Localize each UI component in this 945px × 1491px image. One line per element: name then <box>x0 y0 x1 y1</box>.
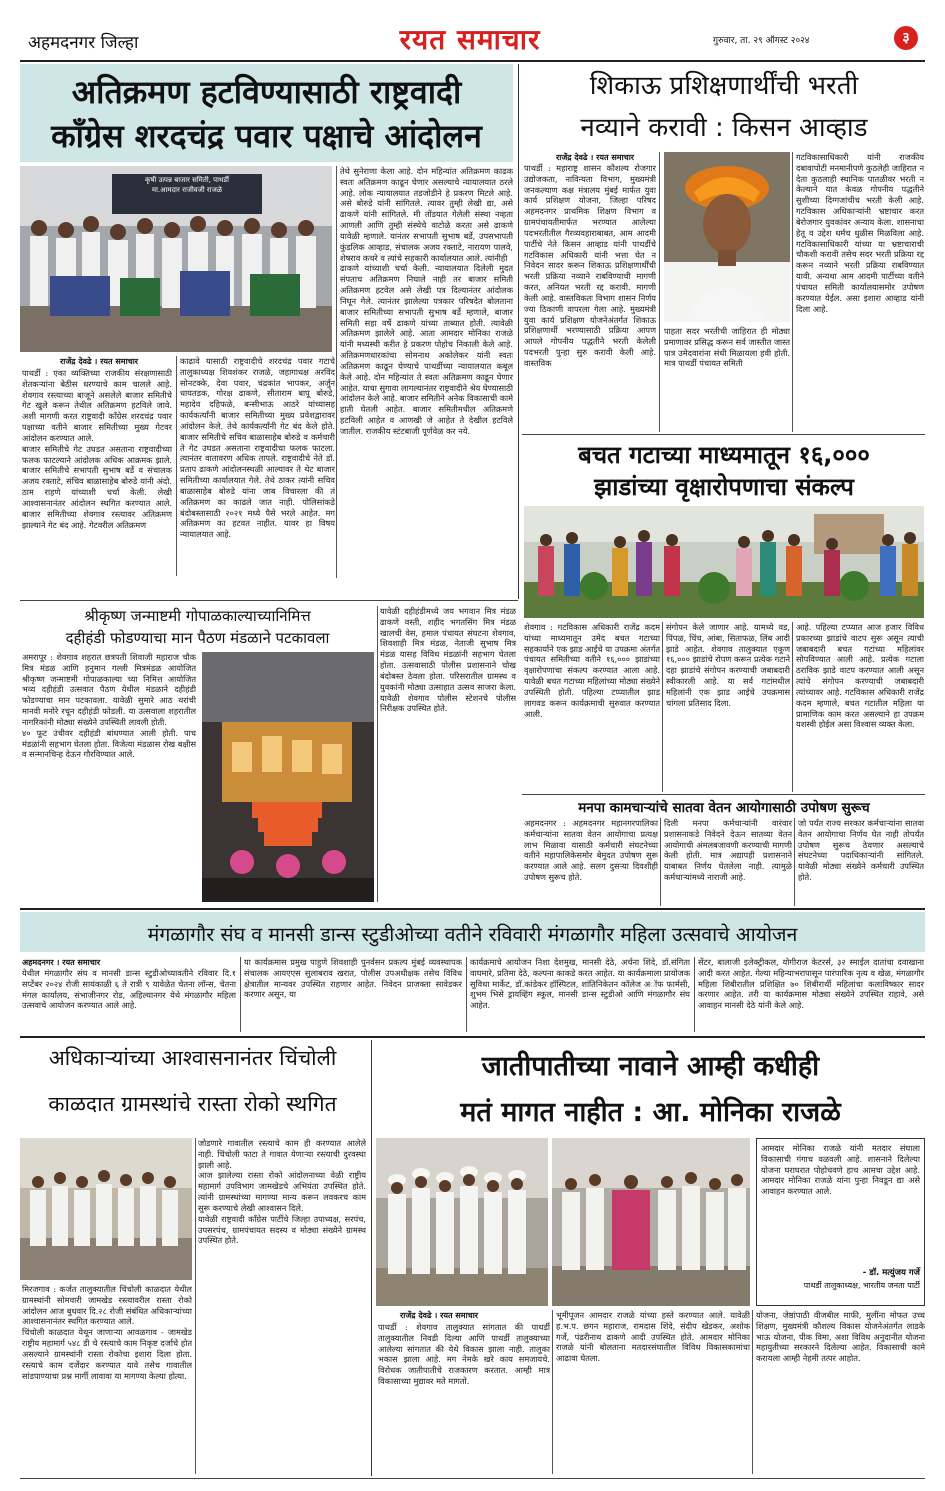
main-divider <box>371 1040 372 1476</box>
story1-banner-line1: कृषी उत्पन्न बाजार समिती, पाथर्डी <box>145 176 229 184</box>
story3-headline-line1: बचत गटाच्या माध्यमातून १६,००० <box>578 441 870 469</box>
col-divider <box>752 1310 753 1474</box>
story2-byline: राजेंद्र देवढे । रयत समाचार <box>556 153 635 162</box>
story5-photo <box>202 652 374 902</box>
story6-headline-box <box>20 912 925 952</box>
story4-headline: मनपा कामचाऱ्यांचे सातवा वेतन आयोगासाठी उपोषण सुरूच <box>578 800 870 816</box>
story7-headline-line1: अधिकाऱ्यांच्या आश्वासनानंतर चिंचोली <box>48 1046 337 1070</box>
story5-top-rule <box>20 600 518 601</box>
story7-photo <box>20 1138 192 1280</box>
story7-col2: जोडणारे गावातील रस्त्याचे काम ही करण्यात आलेले नाही. चिंचोली फाटा ते गावात येणाऱ्या रस्त्याची दुरवस्था झाली आहे. आज झालेल्या रास्ता रोको आंदोलनाच्या वेळी राष्ट्रीय महामार्ग उपविभाग जामखेडचे अभियंता उपस्थित होते. त्यांनी ग्रामस्थांच्या मागण्या मान्य करून लवकरच काम सुरू करण्याचे लेखी आश्वासन दिले. यावेळी राष्ट्रवादी काँग्रेस पार्टीचे जिल्हा उपाध्यक्ष, सरपंच, उपसरपंच, ग्रामपंचायत सदस्य व मोठ्या संख्येने ग्रामस्थ उपस्थित होते. <box>198 1138 366 1246</box>
story6-col4: सेंटर, बालाजी इलेक्ट्रीकल, योगीराज केटरर्स, ३२ स्माईल दातांचा दवाखाना आदी करत आहेत. गेल्या महिन्याभरापासून पारंपारिक नृत्य व खेळ, मंगळागौर महिला शिबीरातील प्रशिक्षित ७० शिबीरार्थी महिलांचा कलाविष्कार सादर करणार आहेत. तरी या कार्यक्रमास मोठ्या संख्येने उपस्थित राहावे, असे आवाहन मानसी देठे यांनी केले आहे. <box>698 957 924 1011</box>
col-divider <box>336 166 337 578</box>
story8-byline: राजेंद्र देवढे । रयत समाचार <box>400 1311 479 1320</box>
story4-col3: जो पर्यंत राज्य सरकार कर्मचाऱ्यांना सातवा वेतन आयोगाचा निर्णय घेत नाही तोपर्यंत उपोषण सुरूच ठेवणार असल्याचे संघटनेच्या पदाधिकाऱ्यांनी सांगितले. यावेळी मोठ्या संख्येने कर्मचारी उपस्थित होते. <box>798 818 924 883</box>
story8-photo-right <box>552 1138 750 1306</box>
story3-col2: संगोपन केले जाणार आहे. यामध्ये वड, पिंपळ, चिंच, आंबा, सिताफळ, लिंब आदी झाडे आहेत. शेवगाव तालुक्यात एकूण १६,००० झाडांचे रोपण करून प्रत्येक गटाने दहा झाडांचे संगोपन करण्याची जबाबदारी स्वीकारली आहे. या सर्व गटांमधील महिलांनी एक झाड आईचे उपक्रमास चांगला प्रतिसाद दिला. <box>666 622 790 708</box>
story1-byline: राजेंद्र देवढे । रयत समाचार <box>60 357 139 366</box>
story1-banner-line2: मा.आमदार राजीवजी राजळे <box>151 185 223 194</box>
story1-col3: तेथे सुनेराणा केला आहे. दोन महिन्यांत अतिक्रमण काढक स्वतः अतिक्रमण काढून घेणार असल्याचे न्यायालयात ठरले आहे. लोक न्यायालयात तडजोडीने हे प्रकरण मिटले आहे. असे बोरुडे यांनी सांगितले. त्यावर तुम्ही लेखी द्या, असे ढाकणे यांनी सांगितले. मी तोंडयात गेलेली संस्था नव्हता आणली आणि तुम्ही संस्थेचे वाटोळे करता असे ढाकणे यावेळी म्हणाले. यानंतर सभापती सुभाष बर्डे, उपसभापती कुंडलिक आव्हाड, संचालक अजय रक्ताटे, नारायण पालवे, शेषराव कचरे व त्यांचे सहकारी कार्यालयात आले. त्यांनीही ढाकणे यांच्याशी चर्चा केली. न्यायालयात दिलेली मुदत संपताच अतिक्रमण निघाले नाही तर बाजार समिती अतिक्रमण हटवेल असे लेखी पत्र दिल्यानंतर आंदोलक निघून गेले. त्यानंतर झालेल्या पत्रकार परिषदेत बोलताना बाजार समितीच्या सभापती सुभाष बर्डे म्हणाले, बाजार समिती सहा वर्षे ढाकणे यांच्या ताब्यात होती. त्यावेळी अतिक्रमण झालेले आहे. आता आमदार मोनिका राजळे यांनी मध्यस्थी करीत हे प्रकरण पोहोच निकाली केले आहे. अतिक्रमणधारकांचा सोमनाथ अकोलेकर यांनी स्वतः अतिक्रमण काढून घेण्याचे पाथर्डीच्या न्यायालयात कबूल केले आहे. दोन महिन्यांत ते स्वतः अतिक्रमण काढून घेणार आहेत. याचा सुगावा लागल्यानंतर राष्ट्रवादीने श्रेय घेण्यासाठी आंदोलन केले आहे. बाजार समितीने अनेक विकासाची कामे हाती घेतली आहेत. बाजार समितीमधील अतिक्रमणे हटविली आहेत व आणखी जे आहेत ते देखील हटविले जातील. राजकीय स्टंटबाजी पूर्णवेळ कर नये. <box>340 166 513 436</box>
story5-headline-line1: श्रीकृष्ण जन्माष्टमी गोपाळकाल्याच्यानिमित्त <box>84 607 311 625</box>
story1-col1: पाथर्डी : एका व्यक्तिच्या राजकीय संरक्षणासाठी शेतकऱ्यांना बेठीस धरण्याचे काम चालले आहे. शेवगाव रस्त्याच्या बाजूने असलेले बाजार समितीचे गेट खुले करून तेथील अतिक्रमण हटविले जावे. अशी मागणी करत राष्ट्रवादी काँग्रेस शरदचंद्र पवार पक्षाच्या वतीने बाजार समितीच्या मुख्य गेटवर आंदोलन करण्यात आले. बाजार समितीचे गेट उघडत असताना राष्ट्रवादीच्या फलक फाटल्याने आंदोलक अधिक आक्रमक झाले. बाजार समितीचे सभापती सुभाष बर्डे व संचालक अजय रक्ताटे, संचिव बाळासाहेब बोरुडे यांनी अंदो. ठाम राहणे यांच्याशी चर्चा केली. लेखी आश्वासनानंतर आंदोलन स्थगित करण्यात आले. बाजार समितीच्या शेवगाव रस्त्यावर अतिक्रमण झाल्याने गेट बंद आहे. गेटवरील अतिक्रमण <box>22 368 172 530</box>
story6-top-rule <box>20 908 925 910</box>
page-number: ३ <box>902 30 910 46</box>
story8-quote-role: पाथर्डी तालुकाध्यक्ष, भारतीय जनता पार्टी <box>803 1281 920 1290</box>
col-divider <box>694 957 695 1032</box>
story2-headline-line2: नव्याने करावी : किसन आव्हाड <box>580 113 868 143</box>
col-divider <box>377 606 378 902</box>
col-divider <box>794 818 795 906</box>
story4-col1: अहमदनगर : अहमदनगर महानगरपालिका कर्मचाऱ्यांना सातवा वेतन आयोगाचा प्रत्यक्ष लाभ मिळावा यासाठी कर्मचारी संघटनेच्या वतीने महापालिकेसमोर बेमुदत उपोषण सुरू करण्यात आले आहे. सलग दुसऱ्या दिवशीही उपोषण सुरूच होते. <box>524 818 658 883</box>
story2-headline-line1: शिकाऊ प्रशिक्षणार्थींची भरती <box>589 71 859 101</box>
col-divider <box>792 152 793 432</box>
story3-col1: शेवगाव : गटविकास अधिकारी राजेंद्र कदम यांच्या माध्यमातून उमेद बचत गटाच्या सहकार्याने एक झाड आईचे या उपक्रमा अंतर्गत पंचायत समितीच्या वतीने १६,००० झाडांच्या वृक्षारोपणाचा संकल्प करण्यात आला आहे. यावेळी बचत गटाच्या महिलांच्या मोठ्या संख्येने उपस्थिती होती. पहिल्या टप्प्यातील झाड लागवड करून कार्यक्रमाची सुरुवात करण्यात आली. <box>524 622 660 719</box>
col-divider <box>659 152 660 432</box>
story2-rule <box>522 434 925 435</box>
issue-date: गुरुवार, ता. २९ ऑगस्ट २०२४ <box>713 36 810 46</box>
paper-name: रयत समाचार <box>399 23 541 56</box>
story6-byline: अहमदनगर । रयत समाचार <box>22 958 101 967</box>
story1-headline-box <box>20 64 513 162</box>
main-divider <box>518 64 519 599</box>
story6-col3: कार्यक्रमाचे आयोजन निशा देशमुख, मानसी देठे, अर्चना शिंदे, डॉ.संगिता वाघमारे, प्रतिमा देठे, कल्पना काकडे करत आहेत. या कार्यक्रमाला प्रायोजक सुविधा मार्केट, डॉ.कांडेकर हॉस्पिटल, शांतिनिकेतन कॉलेज अॉफ फार्मसी, शुभम भिसे ड्रायव्हिंग स्कूल, मानसी डान्स स्टुडीओ आणि मंगळागौर संघ आहेत. <box>470 957 690 1011</box>
col-divider <box>176 356 177 576</box>
page-number-badge <box>894 26 918 50</box>
district-name: अहमदनगर जिल्हा <box>28 33 139 53</box>
story2-col2: गटविकासाधिकारी यांनी राजकीय दबावापोटी मनमानीपणे कुठलेही जाहिरात न देता कुठलाही स्थानिक पातळीवर भरती न केल्याने यात केवळ गोपनीय पद्धतीने सुशीच्या दिग्गजांचीच भरती केली आहे. गटविकास अधिकाऱ्यांनी भ्रष्टाचार करत बेरोजगार युवकांवर अन्याय केला. शासनाचा हेतू व उद्देश धर्मच धुळीस मिळविला आहे. गटविकासाधिकारी यांच्या या भ्रष्टाचाराची चौकशी करावी तसेच सदर भरती प्रक्रिया रद्द करून नव्याने भरती प्रक्रिया राबविण्यात यावी. अन्यथा आम आदमी पार्टीच्या वतीने पंचायत समिती कार्यालयासमोर उपोषण करण्यात येईल. असा इशारा आव्हाड यांनी दिला आहे. <box>796 152 924 314</box>
col-divider <box>466 957 467 1032</box>
col-divider <box>660 818 661 906</box>
story6-headline: मंगळागौर संघ व मानसी डान्स स्टुडीओच्या वतीने रविवारी मंगळागौर महिला उत्सवाचे आयोजन <box>147 923 798 946</box>
story5-col1: अमरापूर : शेवगाव शहरात छत्रपती शिवाजी महाराज चौक मित्र मंडळ आणि हनुमान गल्ली मित्रमंडळ आयोजित श्रीकृष्ण जन्माष्टमी गोपाळकाल्या च्या निमित्त आयोजित भव्य दहीहंडी उत्सवात पैठण येथील मंडळाने दहीहंडी फोडण्याचा मान पटकावला. यावेळी सुमारे आठ थरांची मानवी मनोरे रचून दहीहंडी फोडली. या उत्सवाला शहरातील नागरिकांनी मोठ्या संख्येने उपस्थिती लावली होती. ४० फूट उंचीवर दहीहंडी बांधण्यात आली होती. पाच मंडळांनी सहभाग घेतला होता. विजेत्या मंडळास रोख बक्षीस व सन्मानचिन्ह देऊन गौरविण्यात आले. <box>22 652 196 760</box>
story5-headline-line2: दहीहंडी फोडण्याचा मान पैठण मंडळाने पटकावला <box>65 629 330 647</box>
story8-col3: योजना, जेष्ठांपाठी वीजबील माफी, मुलींना मोफत उच्च शिक्षण, मुख्यमंत्री कौशल्य विकास योजनेअंतर्गत लाडके भाऊ योजना, पीक विमा, अशा विविध अनुदानीत योजना महायुतीच्या सरकारने दिलेल्या आहेत. विकासाची कामे करायला आम्ही नेहमी तत्पर आहोत. <box>756 1310 925 1364</box>
story1-col2: काढावे यासाठी राष्ट्रवादीचे शरदचंद्र पवार गटाचे तालुकाध्यक्ष शिवशंकर राजळे, जहागाधक्ष अरविंद सोनटक्के, देवा पवार, चंद्रकांत भापकर, अर्जुन धायतडक, गोरक्ष ढाकणे, सीताराम बापू बोरुडे, महादेव दहिफळे, बन्सीभाऊ आठरे यांच्यासह कार्यकर्त्यांनी बाजार समितीच्या मुख्य प्रवेशद्वारावर आंदोलन केले. तेथे कार्यकर्त्यांनी गेट बंद केले होते. बाजार समितीचे सचिव बाळासाहेब बोरुडे व कर्मचारी ते गेट उघडत असताना राष्ट्रवादीचा फलक फाटला. त्यानंतर वातावरण अधिक तापले. राष्ट्रवादीचे नेते डॉ. प्रताप ढाकणे आंदोलनस्थळी आल्यावर ते थेट बाजार समितीच्या कार्यालयात गेले. तेथे ठाकर त्यांनी सचिव बाळासाहेब बोरुडे यांना जाब विचारला की तं अतिक्रमण का काढले जात नाही. पोलिसांकडे बंदोबस्तासाठी २०२१ मध्ये पैसे भरले आहेत. मग अतिक्रमण का हटवत नाहीत. यावर हा विषय न्यायालयात आहे. <box>180 356 335 540</box>
col-divider <box>552 1310 553 1474</box>
col-divider <box>662 622 663 792</box>
story1-photo-banner <box>112 176 262 196</box>
story6-bottom-rule <box>20 1036 925 1038</box>
story2-col1: पाथर्डी : महाराष्ट्र शासन कौशल्य रोजगार उद्योजकता, नाविन्यता विभाग, मुख्यमंत्री जनकल्याण कक्ष मंत्रालय मुंबई मार्फत युवा कार्य प्रशिक्षण योजना, जिल्हा परिषद अहमदनगर प्राथमिक शिक्षण विभाग व ग्रामपंचायतीमार्फत भरण्यात आलेल्या पदभरतीतील गैरव्यवहाराबाबत, आम आदमी पार्टीचे नेते किसन आव्हाड यांनी पाथर्डीचे गटविकास अधिकारी यांनी भत्ता घेत न निवेदन सादर करून शिकाऊ प्रशिक्षणार्थींची भरती प्रक्रिया नव्याने राबविण्याची मागणी करत, अनियत भरती रद्द करावी. मागणी केली आहे. वास्तविकतः विभाग शासन निर्णय ज्या ठिकाणी वापरला गेला आहे. मुख्यमंत्री युवा कार्य प्रशिक्षण योजनेअंतर्गत शिकाऊ प्रशिक्षणार्थी भरण्यासाठी प्रक्रिया आपण आपले गोपनीय पद्धतीने भरती केलेली पदभरती पुन्हा सुरु करावी केली आहे. वास्तविक <box>524 163 656 368</box>
story3-photo <box>524 506 924 618</box>
page-bottom-rule <box>20 1478 925 1479</box>
story6-col1: येथील मंगळागौर संघ व मानसी डान्स स्टुडीओच्यावतीने रविवार दि.१ सप्टेंबर २०२४ रोजी सायंकाळी ६ ते रात्री ९ यावेळेत चेतना लॉन्स, चेतना मंगल कार्यालय, संभाजीनगर रोड, अहिल्यानगर येथे मंगळागौर महिला उत्सवाचे आयोजन करण्यात आले आहे. <box>22 968 236 1011</box>
col-divider <box>792 622 793 792</box>
story7-headline-line2: काळदात ग्रामस्थांचे रास्ता रोको स्थगित <box>48 1092 337 1116</box>
story6-col2: या कार्यक्रमास प्रमुख पाहुणे शिवशाही पुनर्वसन प्रकल्प मुंबई व्यवस्थापक संचालक आयएएस सुलाबराव खरात, पोलीस उपअधीक्षक तसेच विविध क्षेत्रातील मान्यवर उपस्थित राहणार आहेत. निवेदन प्राजक्ता सावेडकर करणार असून, या <box>244 957 462 1000</box>
masthead-rule <box>20 60 925 62</box>
col-divider <box>195 1138 196 1474</box>
story8-quote-text: आमदार मोनिका राजळे यांनी मतदार संघाला विकासाची गंगाच वळवली आहे. शासनाने दिलेल्या योजना घराघरात पोहोचवणे हाच आमचा उद्देश आहे. आमदार मोनिका राजळे यांना पुन्हा निवडून द्या असे आवाहन करण्यात आले. <box>761 1143 920 1197</box>
story2-caption: पाहता सदर भरतीची जाहिरात ही मोठ्या प्रमाणावर प्रसिद्ध करून सर्व जास्तीत जास्त पात्र उमेदवारांना संधी मिळायला हवी होती. मात्र पाथर्डी पंचायत समिती <box>664 326 790 369</box>
story3-headline-line2: झाडांच्या वृक्षारोपणाचा संकल्प <box>594 473 854 501</box>
story1-photo <box>20 166 332 352</box>
story3-col3: आहे. पहिल्या टप्प्यात आज हजार विविध प्रकारच्या झाडांचे वाटप सुरू असून त्याची जबाबदारी बचत गटांच्या महिलांवर सोपविण्यात आली आहे. प्रत्येक गटाला ठराविक झाडे वाटप करण्यात आली असून त्यांचे संगोपन करण्याची जबाबदारी त्यांच्यावर आहे. गटविकास अधिकारी राजेंद्र कदम म्हणाले, बचत गटातील महिला या प्रामाणिक काम करत असल्याने हा उपक्रम यशस्वी होईल असा विश्वास व्यक्त केला. <box>796 622 924 730</box>
story5-col2: यावेळी दहीहंडीमध्ये जय भगवान मित्र मंडळ ढाकणे वस्ती, शहीद भगतसिंग मित्र मंडळ खालची वेस, हमाल पंचायत संघटना शेवगाव, शिवशाही मित्र मंडळ, नेताजी सुभाष मित्र मंडळ यासह विविध मंडळांनी सहभाग घेतला होता. उत्सवासाठी पोलीस प्रशासनाने चोख बंदोबस्त ठेवला होता. परिसरातील ग्रामस्थ व युवकांनी मोठ्या उत्साहात उत्सव साजरा केला. यावेळी शेवगाव पोलीस स्टेशनचे पोलीस निरीक्षक उपस्थित होते. <box>380 606 516 714</box>
story1-headline-line1: अतिक्रमण हटविण्यासाठी राष्ट्रवादी <box>71 73 462 111</box>
story8-headline-line1: जातीपातीच्या नावाने आम्ही कधीही <box>481 1051 820 1082</box>
story3-rule <box>522 794 925 795</box>
story8-photo-left <box>376 1138 548 1306</box>
masthead <box>20 18 925 60</box>
story1-headline-line2: काँग्रेस शरदचंद्र पवार पक्षाचे आंदोलन <box>51 117 482 155</box>
masthead-logo <box>360 20 580 58</box>
story7-col1: मिरजगाव : कर्जत तालुक्यातील चिंचोली काळदात येथील ग्रामस्थांनी सोमवारी जामखेड रस्त्यावरील रास्ता रोको आंदोलन आज बुधवार दि.२८ रोजी संबंधित अधिकाऱ्यांच्या आश्वासनानंतर स्थगित करण्यात आले. चिंचोली काळदात येथून जाणाऱ्या आवळगाव - जामखेड राष्ट्रीय महामार्ग ५४८ डी चे रस्त्याचे काम निकृष्ट दर्जाचे होत असल्याने ग्रामस्थांनी रास्ता रोकोचा इशारा दिला होता. रस्त्याचे काम दर्जेदार करण्यात यावे तसेच गावातील सांडपाण्याचा प्रश्न मार्गी लावावा या मागण्या केल्या होत्या. <box>22 1284 192 1381</box>
story8-headline-line2: मतं मागत नाहीत : आ. मोनिका राजळे <box>460 1097 841 1128</box>
story8-quote-box <box>756 1138 925 1306</box>
story4-col2: दिली मनपा कर्मचाऱ्यांनी वारंवार प्रशासनाकडे निवेदने देऊन सातव्या वेतन आयोगाची अंमलबजावणी करण्याची मागणी केली होती. मात्र अद्यापही प्रशासनाने याबाबत निर्णय घेतलेला नाही. त्यामुळे कर्मचाऱ्यांमध्ये नाराजी आहे. <box>664 818 792 883</box>
col-divider <box>240 957 241 1032</box>
story2-portrait <box>664 152 790 322</box>
story8-quote-attribution: - डॉ. मत्युंजय गर्जे <box>862 1268 920 1278</box>
story8-col1: पाथर्डी : शेवगाव तालुक्यात सांगतात की पाथर्डी तालुक्यातील निवडी दिल्या आणि पाथर्डी तालुक्याच्या आलेल्या सांगतात की येथे विकास झाला नाही. तालुका भकास झाला आहे. मग नेमके खरे काय समजायचे. विरोधक जातीपातीचे राजकारण करतात. आम्ही मात्र विकासाच्या मुद्यावर मते मागतो. <box>378 1322 550 1387</box>
story8-col2: भूमीपूजन आमदार राजळे यांच्या हस्ते करण्यात आले. यावेळी ह.भ.प. छगन महाराज, रामदास शिंदे, संदीप खेडकर, अशोक गर्जे, पंढरीनाथ ढाकणे आदी उपस्थित होते. आमदार मोनिका राजळे यांनी बोलताना मतदारसंघातील विविध विकासकामांचा आढावा घेतला. <box>556 1310 750 1364</box>
